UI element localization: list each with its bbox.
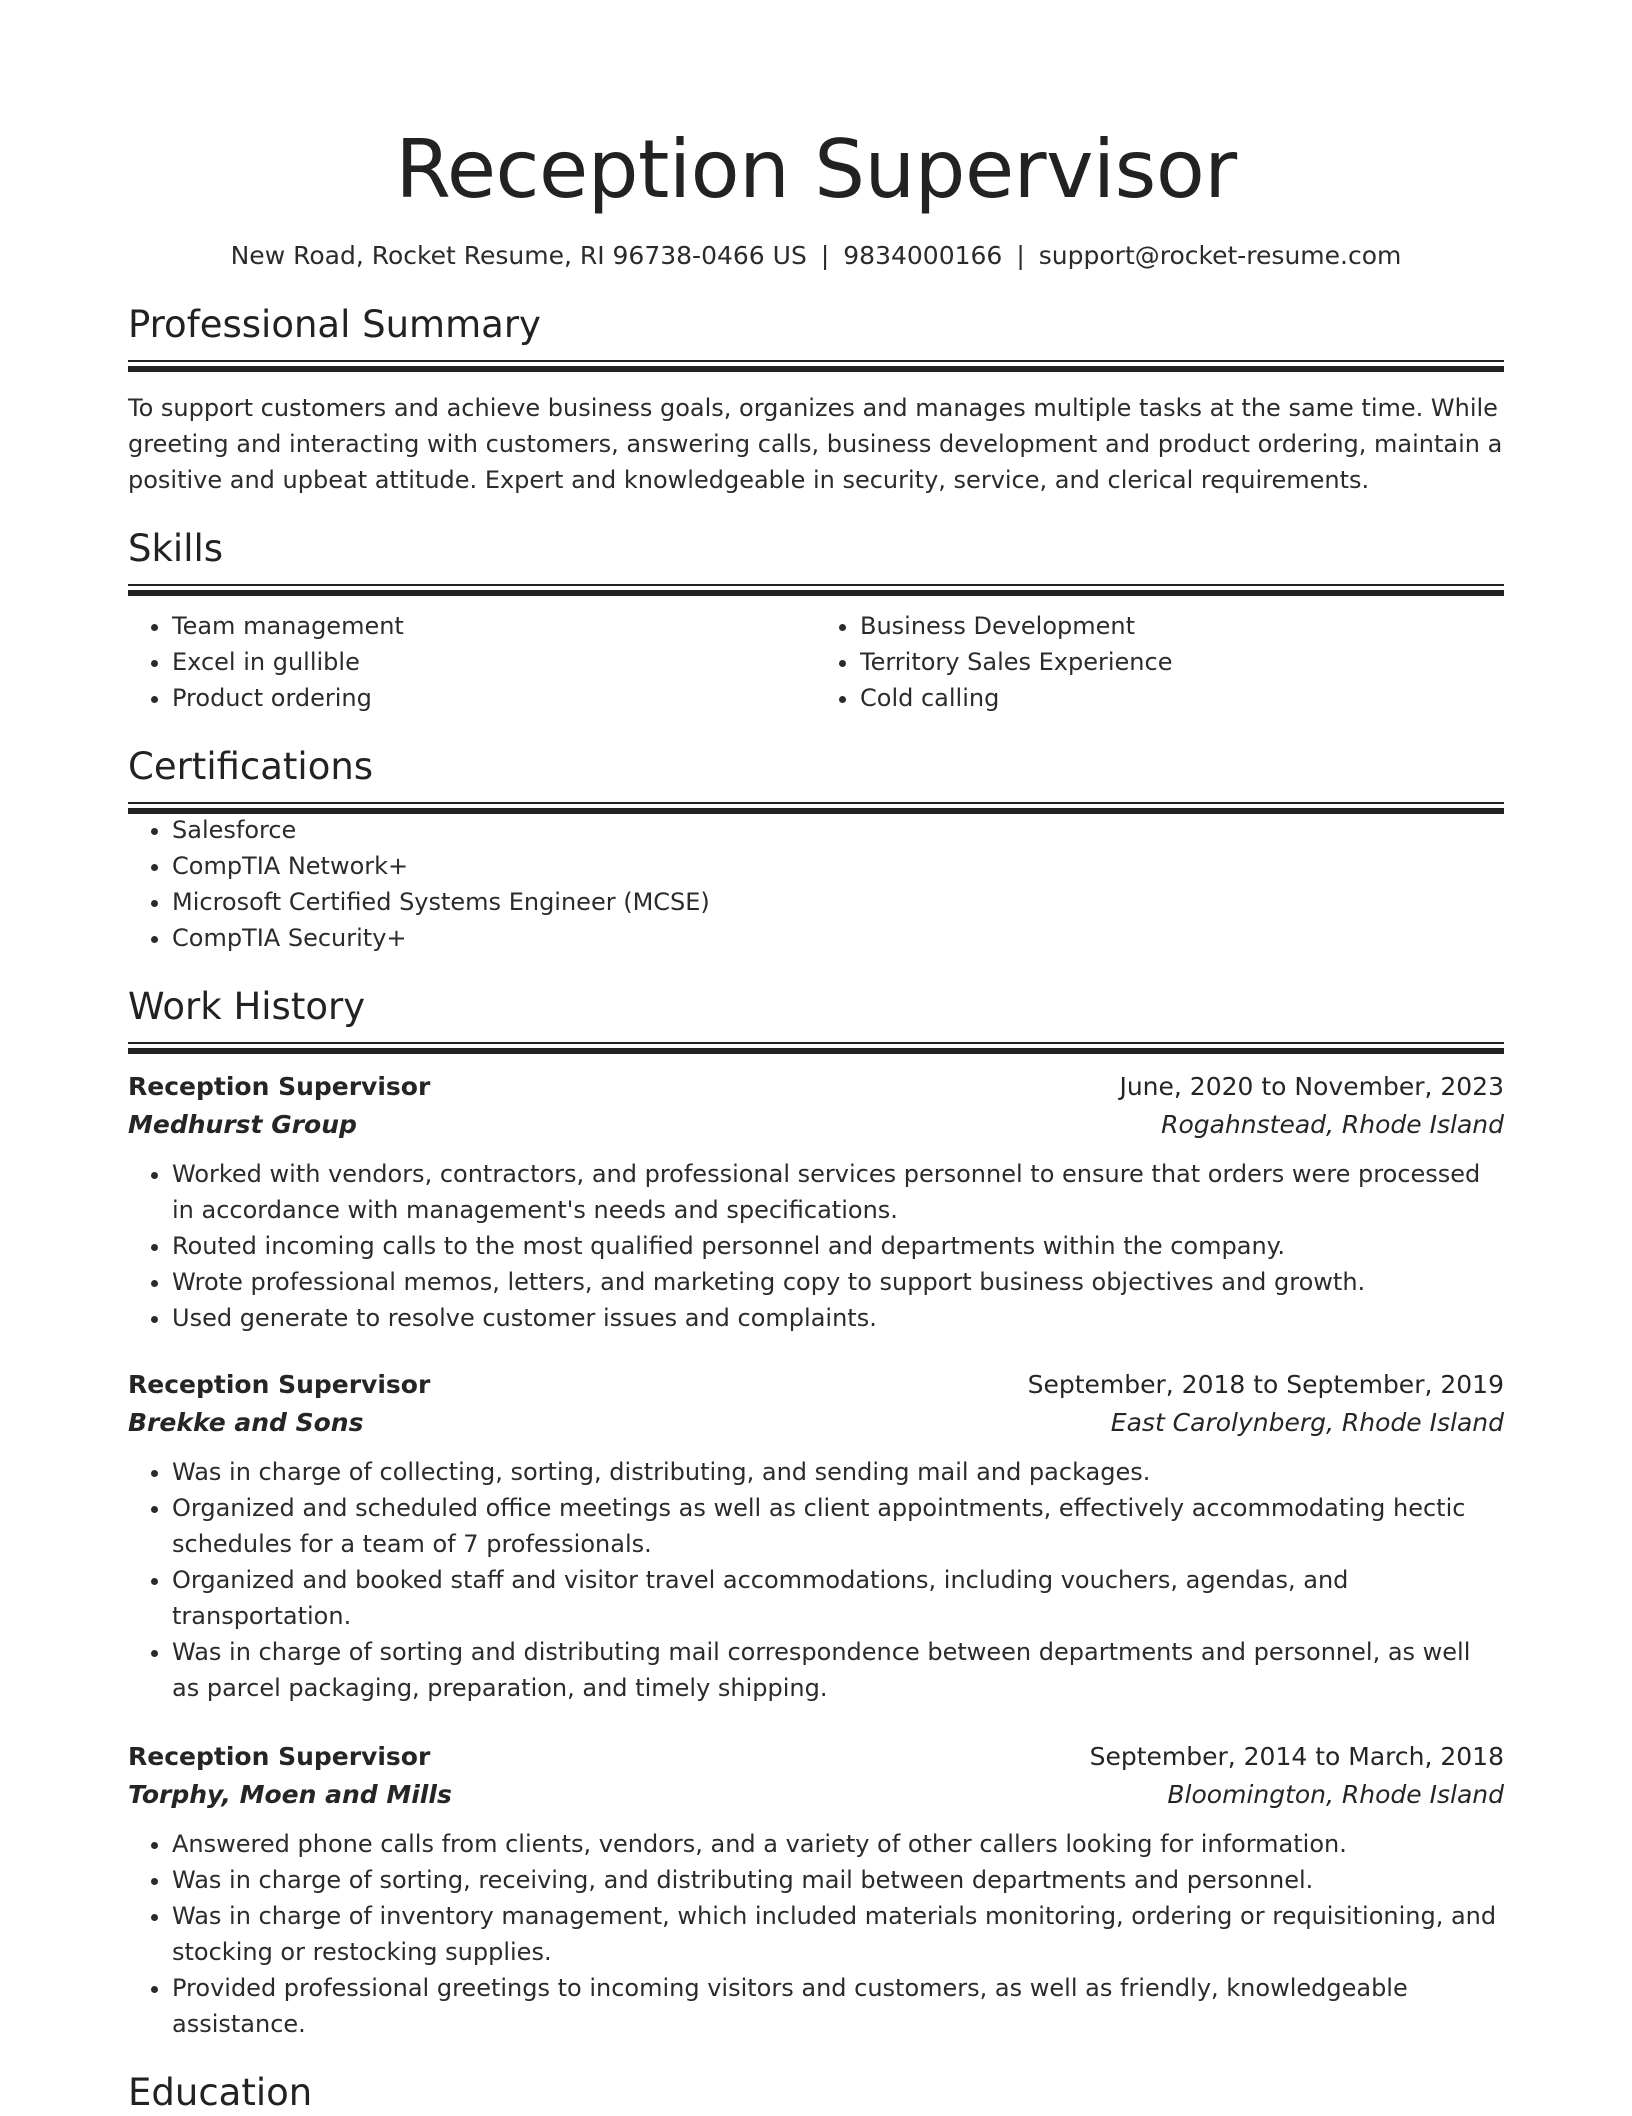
job-title: Reception Supervisor	[128, 1072, 431, 1101]
skills-grid	[128, 608, 1504, 716]
certifications-list	[128, 812, 1504, 956]
job-duty: • Used generate to resolve customer issues and complaints.	[172, 1300, 1504, 1336]
section-divider	[128, 584, 1504, 594]
skill-item: • Team management	[172, 608, 816, 644]
job-title: Reception Supervisor	[128, 1370, 431, 1399]
job-duty: • Wrote professional memos, letters, and marketing copy to support business objectives and growth.	[172, 1264, 1504, 1300]
job-company: Medhurst Group	[128, 1110, 357, 1139]
skill-item: • Cold calling	[860, 680, 1504, 716]
skills-heading: Skills	[128, 527, 224, 570]
section-divider	[128, 802, 1504, 812]
skill-item: • Excel in gullible	[172, 644, 816, 680]
job-company-row	[128, 1404, 1504, 1442]
job-duty: • Answered phone calls from clients, vendors, and a variety of other callers looking for information.	[172, 1826, 1504, 1862]
job-company-row	[128, 1776, 1504, 1814]
job-company: Torphy, Moen and Mills	[128, 1780, 452, 1809]
job-duty: • Was in charge of collecting, sorting, distributing, and sending mail and packages.	[172, 1454, 1504, 1490]
contact-email: support@rocket-resume.com	[1038, 241, 1402, 270]
job-duty: • Routed incoming calls to the most qualified personnel and departments within the company.	[172, 1228, 1504, 1264]
skills-section	[128, 526, 1504, 716]
job-header-row	[128, 1366, 1504, 1404]
job-company-row	[128, 1106, 1504, 1144]
contact-separator: |	[1016, 241, 1025, 270]
job-dates: September, 2018 to September, 2019	[1027, 1370, 1504, 1399]
job-dates: September, 2014 to March, 2018	[1089, 1742, 1504, 1771]
skill-item: • Territory Sales Experience	[860, 644, 1504, 680]
job-duty: • Provided professional greetings to incoming visitors and customers, as well as friendly, knowledgeable assistance.	[172, 1970, 1504, 2042]
contact-line	[128, 239, 1504, 273]
contact-address: New Road, Rocket Resume, RI 96738-0466 US	[230, 241, 807, 270]
summary-heading: Professional Summary	[128, 303, 541, 346]
job-entry	[128, 1738, 1504, 2042]
certification-item: • Microsoft Certified Systems Engineer (MCSE)	[172, 884, 1504, 920]
education-section	[128, 2070, 1504, 2116]
job-duties-list	[128, 1454, 1504, 1706]
job-duty: • Was in charge of sorting, receiving, and distributing mail between departments and personnel.	[172, 1862, 1504, 1898]
skills-list-right	[816, 608, 1504, 716]
job-duty: • Organized and booked staff and visitor travel accommodations, including vouchers, agendas, and transportation.	[172, 1562, 1504, 1634]
summary-section	[128, 302, 1504, 498]
section-divider	[128, 1042, 1504, 1052]
certifications-heading: Certifications	[128, 745, 374, 788]
certifications-section	[128, 744, 1504, 956]
job-entry	[128, 1068, 1504, 1336]
education-heading: Education	[128, 2071, 313, 2114]
job-location: Rogahnstead, Rhode Island	[1161, 1110, 1504, 1139]
work-history-section	[128, 984, 1504, 2042]
job-title: Reception Supervisor	[128, 1742, 431, 1771]
job-duty: • Organized and scheduled office meetings as well as client appointments, effectively accommodating hectic schedules for a team of 7 professionals.	[172, 1490, 1504, 1562]
skill-item: • Product ordering	[172, 680, 816, 716]
summary-text: To support customers and achieve business goals, organizes and manages multiple tasks at the same time. While greeting and interacting with customers, answering calls, business development and product ordering, maintain a positive and upbeat attitude. Expert and knowledgeable in security, service, and clerical requirements.	[128, 394, 1503, 494]
job-duty: • Worked with vendors, contractors, and professional services personnel to ensure that orders were processed in accordance with management's needs and specifications.	[172, 1156, 1504, 1228]
skills-list-left	[128, 608, 816, 716]
job-duty: • Was in charge of sorting and distributing mail correspondence between departments and personnel, as well as parcel packaging, preparation, and timely shipping.	[172, 1634, 1504, 1706]
resume-name-title: Reception Supervisor	[395, 123, 1237, 216]
job-header-row	[128, 1738, 1504, 1776]
job-location: Bloomington, Rhode Island	[1167, 1780, 1504, 1809]
contact-separator: |	[820, 241, 830, 270]
contact-phone: 9834000166	[843, 241, 1003, 270]
certification-item: • CompTIA Security+	[172, 920, 1504, 956]
job-duties-list	[128, 1156, 1504, 1336]
job-duty: • Was in charge of inventory management, which included materials monitoring, ordering or requisitioning, and stocking or restocking supplies.	[172, 1898, 1504, 1970]
job-company: Brekke and Sons	[128, 1408, 364, 1437]
job-location: East Carolynberg, Rhode Island	[1110, 1408, 1504, 1437]
skill-item: • Business Development	[860, 608, 1504, 644]
job-duties-list	[128, 1826, 1504, 2042]
section-divider	[128, 360, 1504, 370]
certification-item: • CompTIA Network+	[172, 848, 1504, 884]
job-header-row	[128, 1068, 1504, 1106]
job-dates: June, 2020 to November, 2023	[1119, 1072, 1504, 1101]
resume-page	[128, 0, 1504, 2116]
job-entry	[128, 1366, 1504, 1706]
work-history-heading: Work History	[128, 985, 366, 1028]
certification-item: • Salesforce	[172, 812, 1504, 848]
